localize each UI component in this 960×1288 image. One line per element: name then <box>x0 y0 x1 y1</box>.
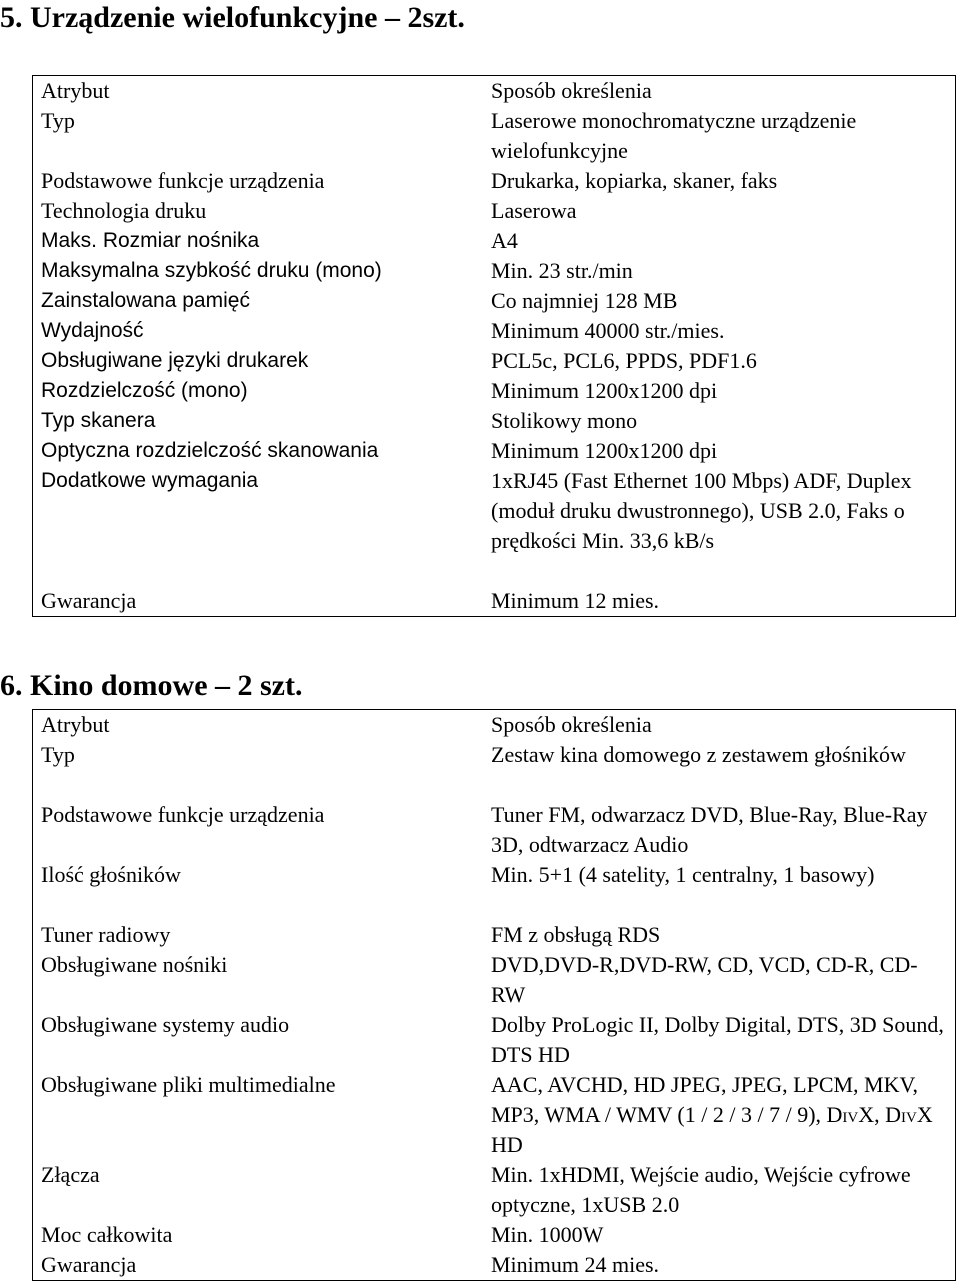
table-row <box>33 1250 955 1280</box>
table-row <box>33 920 955 950</box>
table-row <box>33 1220 955 1250</box>
table-row <box>33 950 955 1010</box>
attribute-cell: Optyczna rozdzielczość skanowania <box>41 439 379 462</box>
table-row <box>33 1070 955 1160</box>
value-cell: Zestaw kina domowego z zestawem głośników <box>491 742 906 767</box>
value-cell: Minimum 40000 str./mies. <box>491 318 725 343</box>
table-row <box>33 226 955 256</box>
attribute-cell: Podstawowe funkcje urządzenia <box>41 168 325 193</box>
value-cell: Laserowe monochromatyczne urządzenie wielofunkcyjne <box>491 108 857 163</box>
header-attribute: Atrybut <box>41 712 110 737</box>
attribute-cell: Gwarancja <box>41 1252 137 1277</box>
attribute-cell: Moc całkowita <box>41 1222 173 1247</box>
header-attribute: Atrybut <box>41 78 110 103</box>
attribute-cell: Obsługiwane systemy audio <box>41 1012 290 1037</box>
value-cell: Minimum 1200x1200 dpi <box>491 438 718 463</box>
value-cell: Min. 1xHDMI, Wejście audio, Wejście cyfrowe optyczne, 1xUSB 2.0 <box>491 1162 911 1217</box>
mfp-spec-table <box>32 75 956 617</box>
value-cell: Min. 5+1 (4 satelity, 1 centralny, 1 basowy) <box>491 862 875 887</box>
header-value: Sposób określenia <box>491 712 652 737</box>
value-cell: PCL5c, PCL6, PPDS, PDF1.6 <box>491 348 757 373</box>
value-cell: Laserowa <box>491 198 577 223</box>
table-row <box>33 286 955 316</box>
table-row <box>33 586 955 616</box>
section-title-mfp: 5. Urządzenie wielofunkcyjne – 2szt. <box>0 1 465 34</box>
value-cell: Minimum 24 mies. <box>491 1252 660 1277</box>
attribute-cell: Rozdzielczość (mono) <box>41 379 248 402</box>
attribute-cell: Typ <box>41 108 75 133</box>
attribute-cell: Złącza <box>41 1162 100 1187</box>
table-row <box>33 466 955 586</box>
attribute-cell: Maks. Rozmiar nośnika <box>41 229 260 252</box>
value-cell: AAC, AVCHD, HD JPEG, JPEG, LPCM, MKV, MP3, WMA / WMV (1 / 2 / 3 / 7 / 9), DivX, DivX HD <box>491 1072 933 1157</box>
value-cell: Dolby ProLogic II, Dolby Digital, DTS, 3D Sound, DTS HD <box>491 1012 944 1067</box>
table-row <box>33 740 955 800</box>
attribute-cell: Typ <box>41 742 75 767</box>
attribute-cell: Zainstalowana pamięć <box>41 289 250 312</box>
table-header-row <box>33 76 955 106</box>
value-cell: Min. 1000W <box>491 1222 604 1247</box>
table-row <box>33 406 955 436</box>
table-row <box>33 436 955 466</box>
value-cell: Minimum 1200x1200 dpi <box>491 378 718 403</box>
table-row <box>33 1160 955 1220</box>
table-row <box>33 316 955 346</box>
table-row <box>33 860 955 920</box>
home-cinema-spec-table <box>32 709 956 1281</box>
table-row <box>33 196 955 226</box>
value-cell: A4 <box>491 228 518 253</box>
attribute-cell: Maksymalna szybkość druku (mono) <box>41 259 382 282</box>
value-cell: Stolikowy mono <box>491 408 638 433</box>
attribute-cell: Gwarancja <box>41 588 137 613</box>
value-cell: Minimum 12 mies. <box>491 588 660 613</box>
table-header-row <box>33 710 955 740</box>
table-row <box>33 376 955 406</box>
value-cell: Co najmniej 128 MB <box>491 288 678 313</box>
value-cell: 1xRJ45 (Fast Ethernet 100 Mbps) ADF, Duplex (moduł druku dwustronnego), USB 2.0, Faks o prędkości Min. 33,6 kB/s <box>491 468 912 553</box>
attribute-cell: Obsługiwane pliki multimedialne <box>41 1072 336 1097</box>
table-row <box>33 800 955 860</box>
attribute-cell: Typ skanera <box>41 409 156 432</box>
table-row <box>33 256 955 286</box>
section-title-home-cinema: 6. Kino domowe – 2 szt. <box>0 669 303 702</box>
attribute-cell: Ilość głośników <box>41 862 181 887</box>
table-row <box>33 166 955 196</box>
attribute-cell: Obsługiwane języki drukarek <box>41 349 309 372</box>
header-value: Sposób określenia <box>491 78 652 103</box>
value-cell: Tuner FM, odwarzacz DVD, Blue-Ray, Blue-Ray 3D, odtwarzacz Audio <box>491 802 928 857</box>
attribute-cell: Dodatkowe wymagania <box>41 469 259 492</box>
value-cell: FM z obsługą RDS <box>491 922 661 947</box>
value-cell: Min. 23 str./min <box>491 258 633 283</box>
table-row <box>33 1010 955 1070</box>
value-cell: Drukarka, kopiarka, skaner, faks <box>491 168 778 193</box>
attribute-cell: Technologia druku <box>41 198 207 223</box>
attribute-cell: Podstawowe funkcje urządzenia <box>41 802 325 827</box>
attribute-cell: Tuner radiowy <box>41 922 171 947</box>
table-row <box>33 346 955 376</box>
value-cell: DVD,DVD-R,DVD-RW, CD, VCD, CD-R, CD-RW <box>491 952 918 1007</box>
attribute-cell: Wydajność <box>41 319 144 342</box>
table-row <box>33 106 955 166</box>
attribute-cell: Obsługiwane nośniki <box>41 952 228 977</box>
